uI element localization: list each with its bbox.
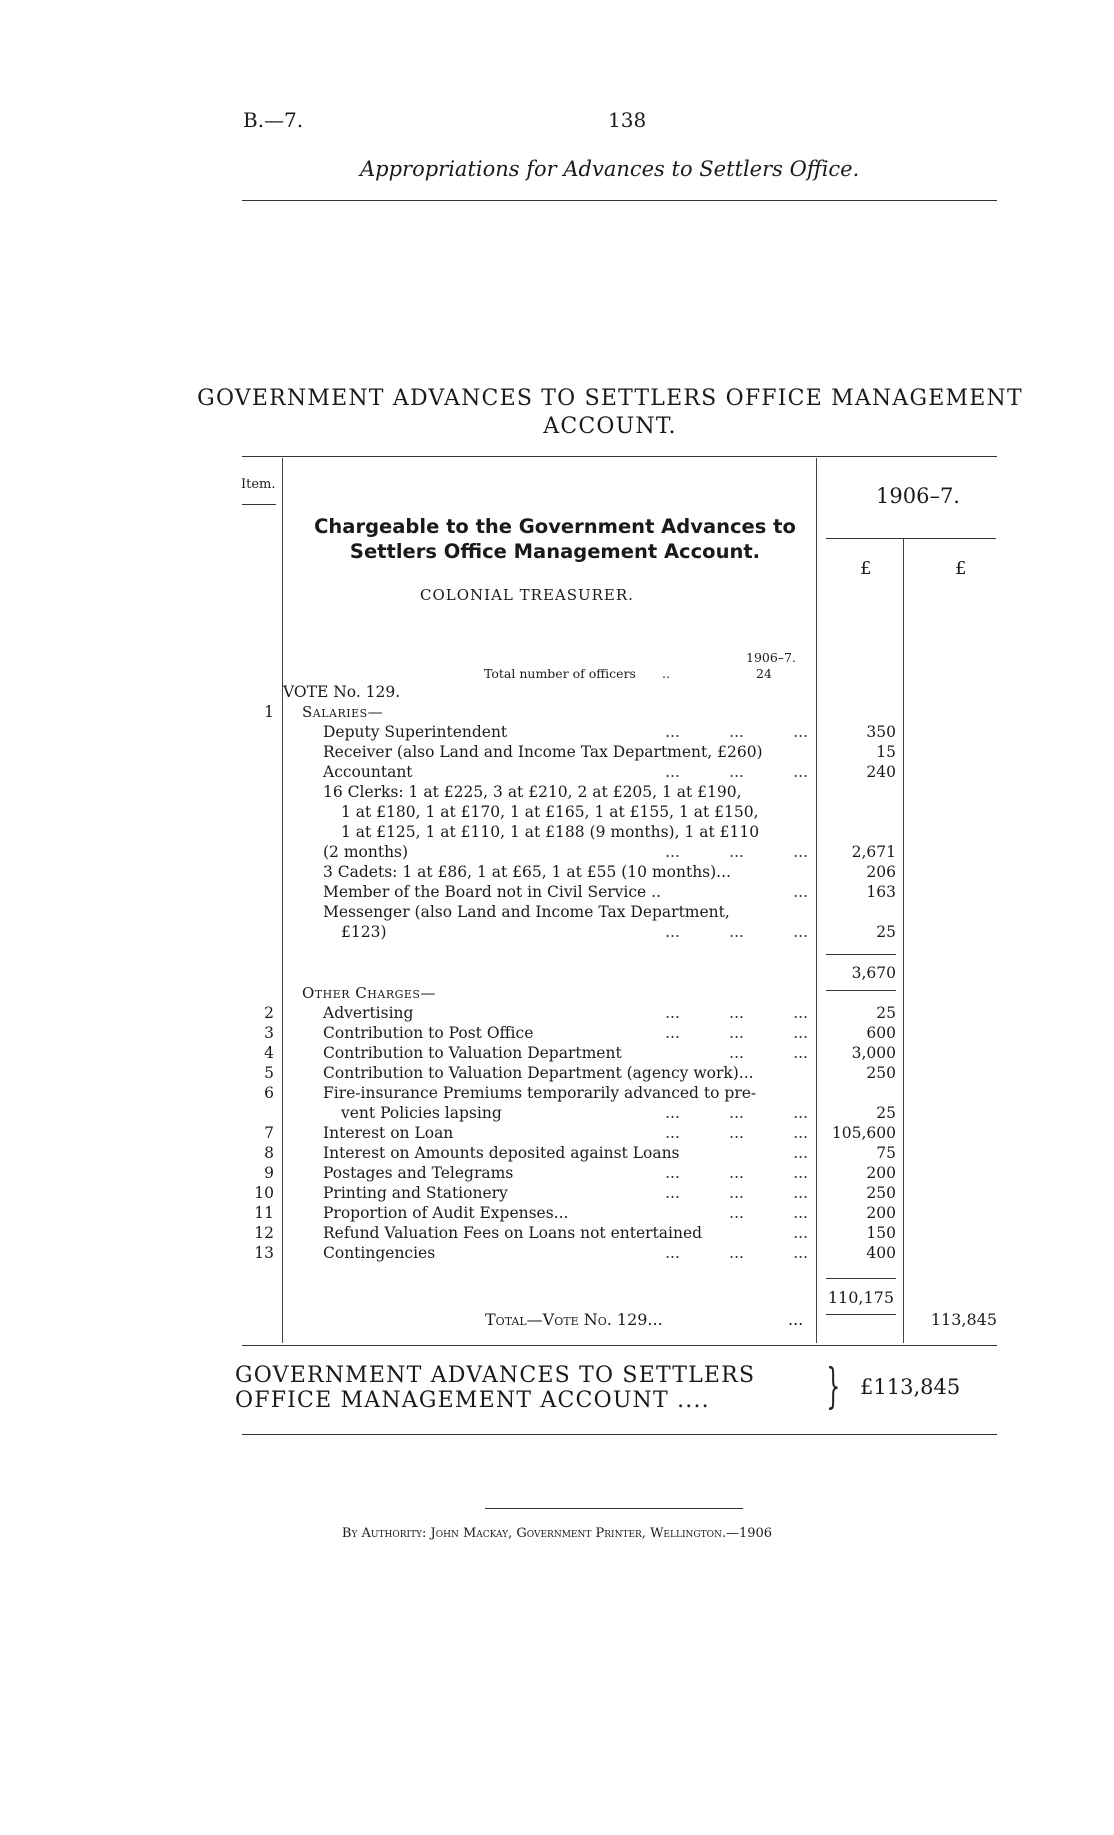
other_charges-row-1-amount: 600 [866,1024,896,1042]
other_charges-row-9-line-0: Proportion of Audit Expenses... [323,1204,569,1222]
vote-total-dots: ... [788,1310,804,1329]
other_charges-row-2-line-0: Contribution to Valuation Department [323,1044,622,1062]
other_charges-row-1-item-number: 3 [264,1024,274,1042]
salaries-row-2-dots: ... ... ... [665,763,808,781]
vote-total-amount: 113,845 [930,1310,997,1329]
other_charges-row-10-line-0: Refund Valuation Fees on Loans not entertained [323,1224,703,1242]
currency-symbol-amount: £ [860,558,872,579]
officers-count: 24 [756,666,772,681]
other_charges-row-4-line-1: vent Policies lapsing [341,1104,502,1122]
officers-dots: .. [662,666,670,681]
salaries-row-2-amount: 240 [866,763,896,781]
summary-brace: } [826,1358,841,1414]
salaries-row-3-line-2: 1 at £125, 1 at £110, 1 at £188 (9 months), 1 at £110 [341,823,760,841]
salaries-subtotal: 3,670 [851,964,896,982]
item-head-underline [242,504,276,505]
chargeable-heading: Chargeable to the Government Advances to Settlers Office Management Account. [314,515,796,563]
table-top-rule [242,456,997,457]
other_charges-row-8-dots: ... ... ... [665,1184,808,1202]
salaries-row-1-amount: 15 [876,743,896,761]
salaries-row-5-dots: ... [793,883,808,901]
other_charges-row-1-dots: ... ... ... [665,1024,808,1042]
other_charges-row-5-dots: ... ... ... [665,1124,808,1142]
salaries-row-1-line-0: Receiver (also Land and Income Tax Department, £260) [323,743,763,761]
page-number: 138 [608,108,647,132]
salaries-row-3-dots: ... ... ... [665,843,808,861]
other_charges-row-7-item-number: 9 [264,1164,274,1182]
other_charges-row-10-dots: ... [793,1224,808,1242]
salaries-row-5-line-0: Member of the Board not in Civil Service .. [323,883,662,901]
other_charges-row-10-item-number: 12 [254,1224,274,1242]
salaries-row-3-amount: 2,671 [851,843,896,861]
other_charges-row-2-item-number: 4 [264,1044,274,1062]
other_charges-row-2-dots: ... ... [729,1044,808,1062]
salaries-subtotal-underline [826,990,896,991]
salaries-subtotal-rule [826,954,896,955]
salaries-row-0-line-0: Deputy Superintendent [323,723,508,741]
other_charges-row-11-amount: 400 [866,1244,896,1262]
other_charges-row-9-amount: 200 [866,1204,896,1222]
other-subtotal-rule [826,1278,896,1279]
salaries-row-3-line-0: 16 Clerks: 1 at £225, 3 at £210, 2 at £205, 1 at £190, [323,783,742,801]
other_charges-row-8-item-number: 10 [254,1184,274,1202]
other_charges-row-6-dots: ... [793,1144,808,1162]
other_charges-row-9-dots: ... ... [729,1204,808,1222]
other_charges-row-4-line-0: Fire-insurance Premiums temporarily advanced to pre- [323,1084,757,1102]
item-column-divider [282,458,283,1343]
other_charges-row-4-item-number: 6 [264,1084,274,1102]
other-subtotal-underline [826,1314,896,1315]
other_charges-row-0-item-number: 2 [264,1004,274,1022]
vote-label: VOTE No. 129. [283,683,401,701]
salaries-heading: Salaries— [302,703,384,721]
salaries-row-6-line-0: Messenger (also Land and Income Tax Department, [323,903,730,921]
minister-heading: COLONIAL TREASURER. [420,586,634,604]
salaries-row-4-line-0: 3 Cadets: 1 at £86, 1 at £65, 1 at £55 (10 months)... [323,863,731,881]
other_charges-row-1-line-0: Contribution to Post Office [323,1024,534,1042]
other_charges-row-6-item-number: 8 [264,1144,274,1162]
salaries-row-4-amount: 206 [866,863,896,881]
other-charges-subtotal: 110,175 [827,1288,894,1307]
other_charges-row-11-line-0: Contingencies [323,1244,436,1262]
other_charges-row-6-amount: 75 [876,1144,896,1162]
other_charges-row-11-item-number: 13 [254,1244,274,1262]
year-underline [826,538,996,539]
other_charges-row-3-line-0: Contribution to Valuation Department (agency work)... [323,1064,754,1082]
running-title: Appropriations for Advances to Settlers Office. [360,157,860,181]
officers-label: Total number of officers [484,666,636,681]
other_charges-row-7-amount: 200 [866,1164,896,1182]
salaries-row-6-line-1: £123) [341,923,387,941]
other_charges-row-9-item-number: 11 [254,1204,274,1222]
summary-bottom-rule [242,1434,997,1435]
other_charges-row-4-amount: 25 [876,1104,896,1122]
salaries-row-5-amount: 163 [866,883,896,901]
other_charges-row-0-amount: 25 [876,1004,896,1022]
other_charges-row-0-dots: ... ... ... [665,1004,808,1022]
officers-year: 1906–7. [746,650,796,665]
other_charges-row-11-dots: ... ... ... [665,1244,808,1262]
salaries-item-number: 1 [264,703,274,721]
summary-amount: £113,845 [860,1375,961,1399]
other_charges-row-8-amount: 250 [866,1184,896,1202]
other_charges-row-8-line-0: Printing and Stationery [323,1184,508,1202]
summary-label: GOVERNMENT ADVANCES TO SETTLERS OFFICE MANAGEMENT ACCOUNT .... [235,1363,756,1413]
other_charges-row-5-amount: 105,600 [831,1124,896,1142]
other-charges-heading: Other Charges— [302,984,436,1002]
other_charges-row-10-amount: 150 [866,1224,896,1242]
salaries-row-0-amount: 350 [866,723,896,741]
salaries-row-2-line-0: Accountant [323,763,413,781]
other_charges-row-7-line-0: Postages and Telegrams [323,1164,514,1182]
year-column-header: 1906–7. [876,484,960,508]
total-column-divider [903,538,904,1343]
other_charges-row-4-dots: ... ... ... [665,1104,808,1122]
other_charges-row-3-item-number: 5 [264,1064,274,1082]
footer-rule [485,1508,743,1509]
other_charges-row-5-line-0: Interest on Loan [323,1124,454,1142]
other_charges-row-3-amount: 250 [866,1064,896,1082]
item-column-header: Item. [241,477,276,492]
other_charges-row-0-line-0: Advertising [323,1004,414,1022]
document-code: B.—7. [243,108,304,132]
other_charges-row-5-item-number: 7 [264,1124,274,1142]
currency-symbol-total: £ [955,558,967,579]
header-rule [242,200,997,201]
salaries-row-6-amount: 25 [876,923,896,941]
salaries-row-6-dots: ... ... ... [665,923,808,941]
salaries-row-3-line-3: (2 months) [323,843,409,861]
amount-column-divider [816,458,817,1343]
main-title: GOVERNMENT ADVANCES TO SETTLERS OFFICE MANAGEMENT ACCOUNT. [197,386,1023,439]
vote-total-label: Total—Vote No. 129... [485,1310,663,1329]
imprint-footer: By Authority: John Mackay, Government Printer, Wellington.—1906 [341,1526,773,1541]
salaries-row-0-dots: ... ... ... [665,723,808,741]
other_charges-row-6-line-0: Interest on Amounts deposited against Loans [323,1144,680,1162]
table-bottom-rule [242,1345,997,1346]
other_charges-row-2-amount: 3,000 [851,1044,896,1062]
other_charges-row-7-dots: ... ... ... [665,1164,808,1182]
salaries-row-3-line-1: 1 at £180, 1 at £170, 1 at £165, 1 at £155, 1 at £150, [341,803,759,821]
